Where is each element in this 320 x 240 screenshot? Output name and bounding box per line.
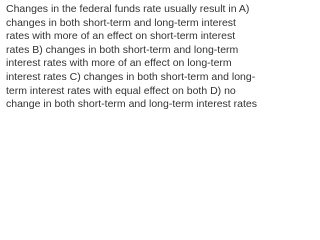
question-text: Changes in the federal funds rate usually result in A) changes in both short-term and long-term interest rates with more of an effect on short-term interest rates B) changes in both short-term and long-term interest rates with more of an effect on long-term interest rates C) changes in both short-term and long-term interest rates with equal effect on both D) no change in both short-term and long-term interest rates: [6, 3, 257, 111]
